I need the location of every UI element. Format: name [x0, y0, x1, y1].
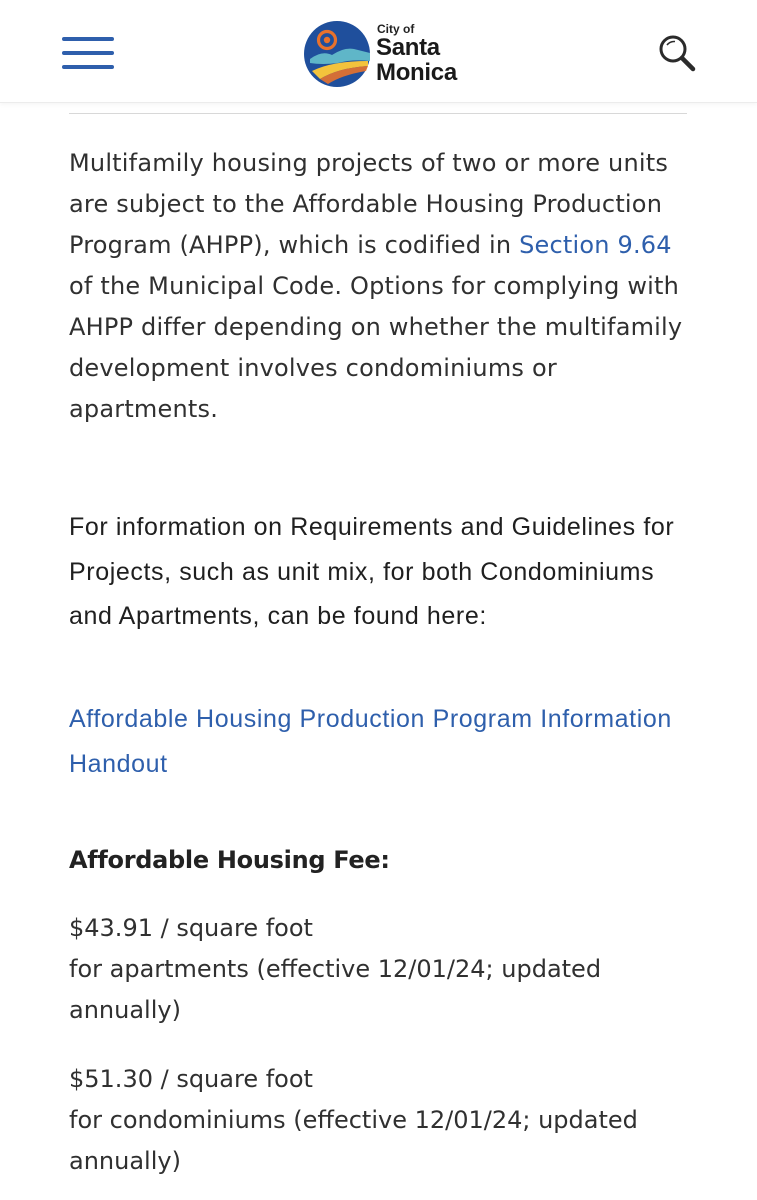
hamburger-menu-icon[interactable]	[62, 37, 114, 71]
fee-item-condominiums	[69, 1059, 689, 1182]
content-divider	[69, 113, 687, 114]
intro-paragraph	[69, 143, 689, 430]
menu-bar-top	[62, 37, 114, 41]
intro-text-after-link: of the Municipal Code. Options for complying with AHPP differ depending on whether the multifamily development involves condominiums or apartments.	[69, 272, 683, 423]
logo-santa: Santa	[376, 34, 440, 61]
fee-description: for condominiums (effective 12/01/24; updated annually)	[69, 1106, 638, 1175]
fee-item-apartments	[69, 908, 689, 1031]
intro-text-before-link: Multifamily housing projects of two or more units are subject to the Affordable Housing Production Program (AHPP), which is codified in	[69, 149, 669, 259]
logo-monica: Monica	[376, 59, 457, 86]
ahpp-handout-link[interactable]: Affordable Housing Production Program Information Handout	[69, 705, 672, 778]
section-9-64-link[interactable]: Section 9.64	[519, 231, 672, 259]
menu-bar-middle	[62, 51, 114, 55]
fee-amount: $43.91 / square foot	[69, 914, 313, 942]
search-icon[interactable]	[656, 32, 698, 74]
santa-monica-logo-icon	[302, 19, 372, 89]
requirements-info-paragraph: For information on Requirements and Guidelines for Projects, such as unit mix, for both Condominiums and Apartments, can be found here:	[69, 513, 675, 630]
fee-amount: $51.30 / square foot	[69, 1065, 313, 1093]
site-header	[0, 0, 757, 103]
city-logo[interactable]	[302, 19, 477, 89]
affordable-housing-fee-heading: Affordable Housing Fee:	[69, 846, 390, 874]
menu-bar-bottom	[62, 65, 114, 69]
fee-description: for apartments (effective 12/01/24; updated annually)	[69, 955, 602, 1024]
handout-paragraph	[69, 697, 689, 786]
logo-city-of: City of	[377, 22, 415, 36]
magnifying-glass-icon	[656, 32, 698, 74]
